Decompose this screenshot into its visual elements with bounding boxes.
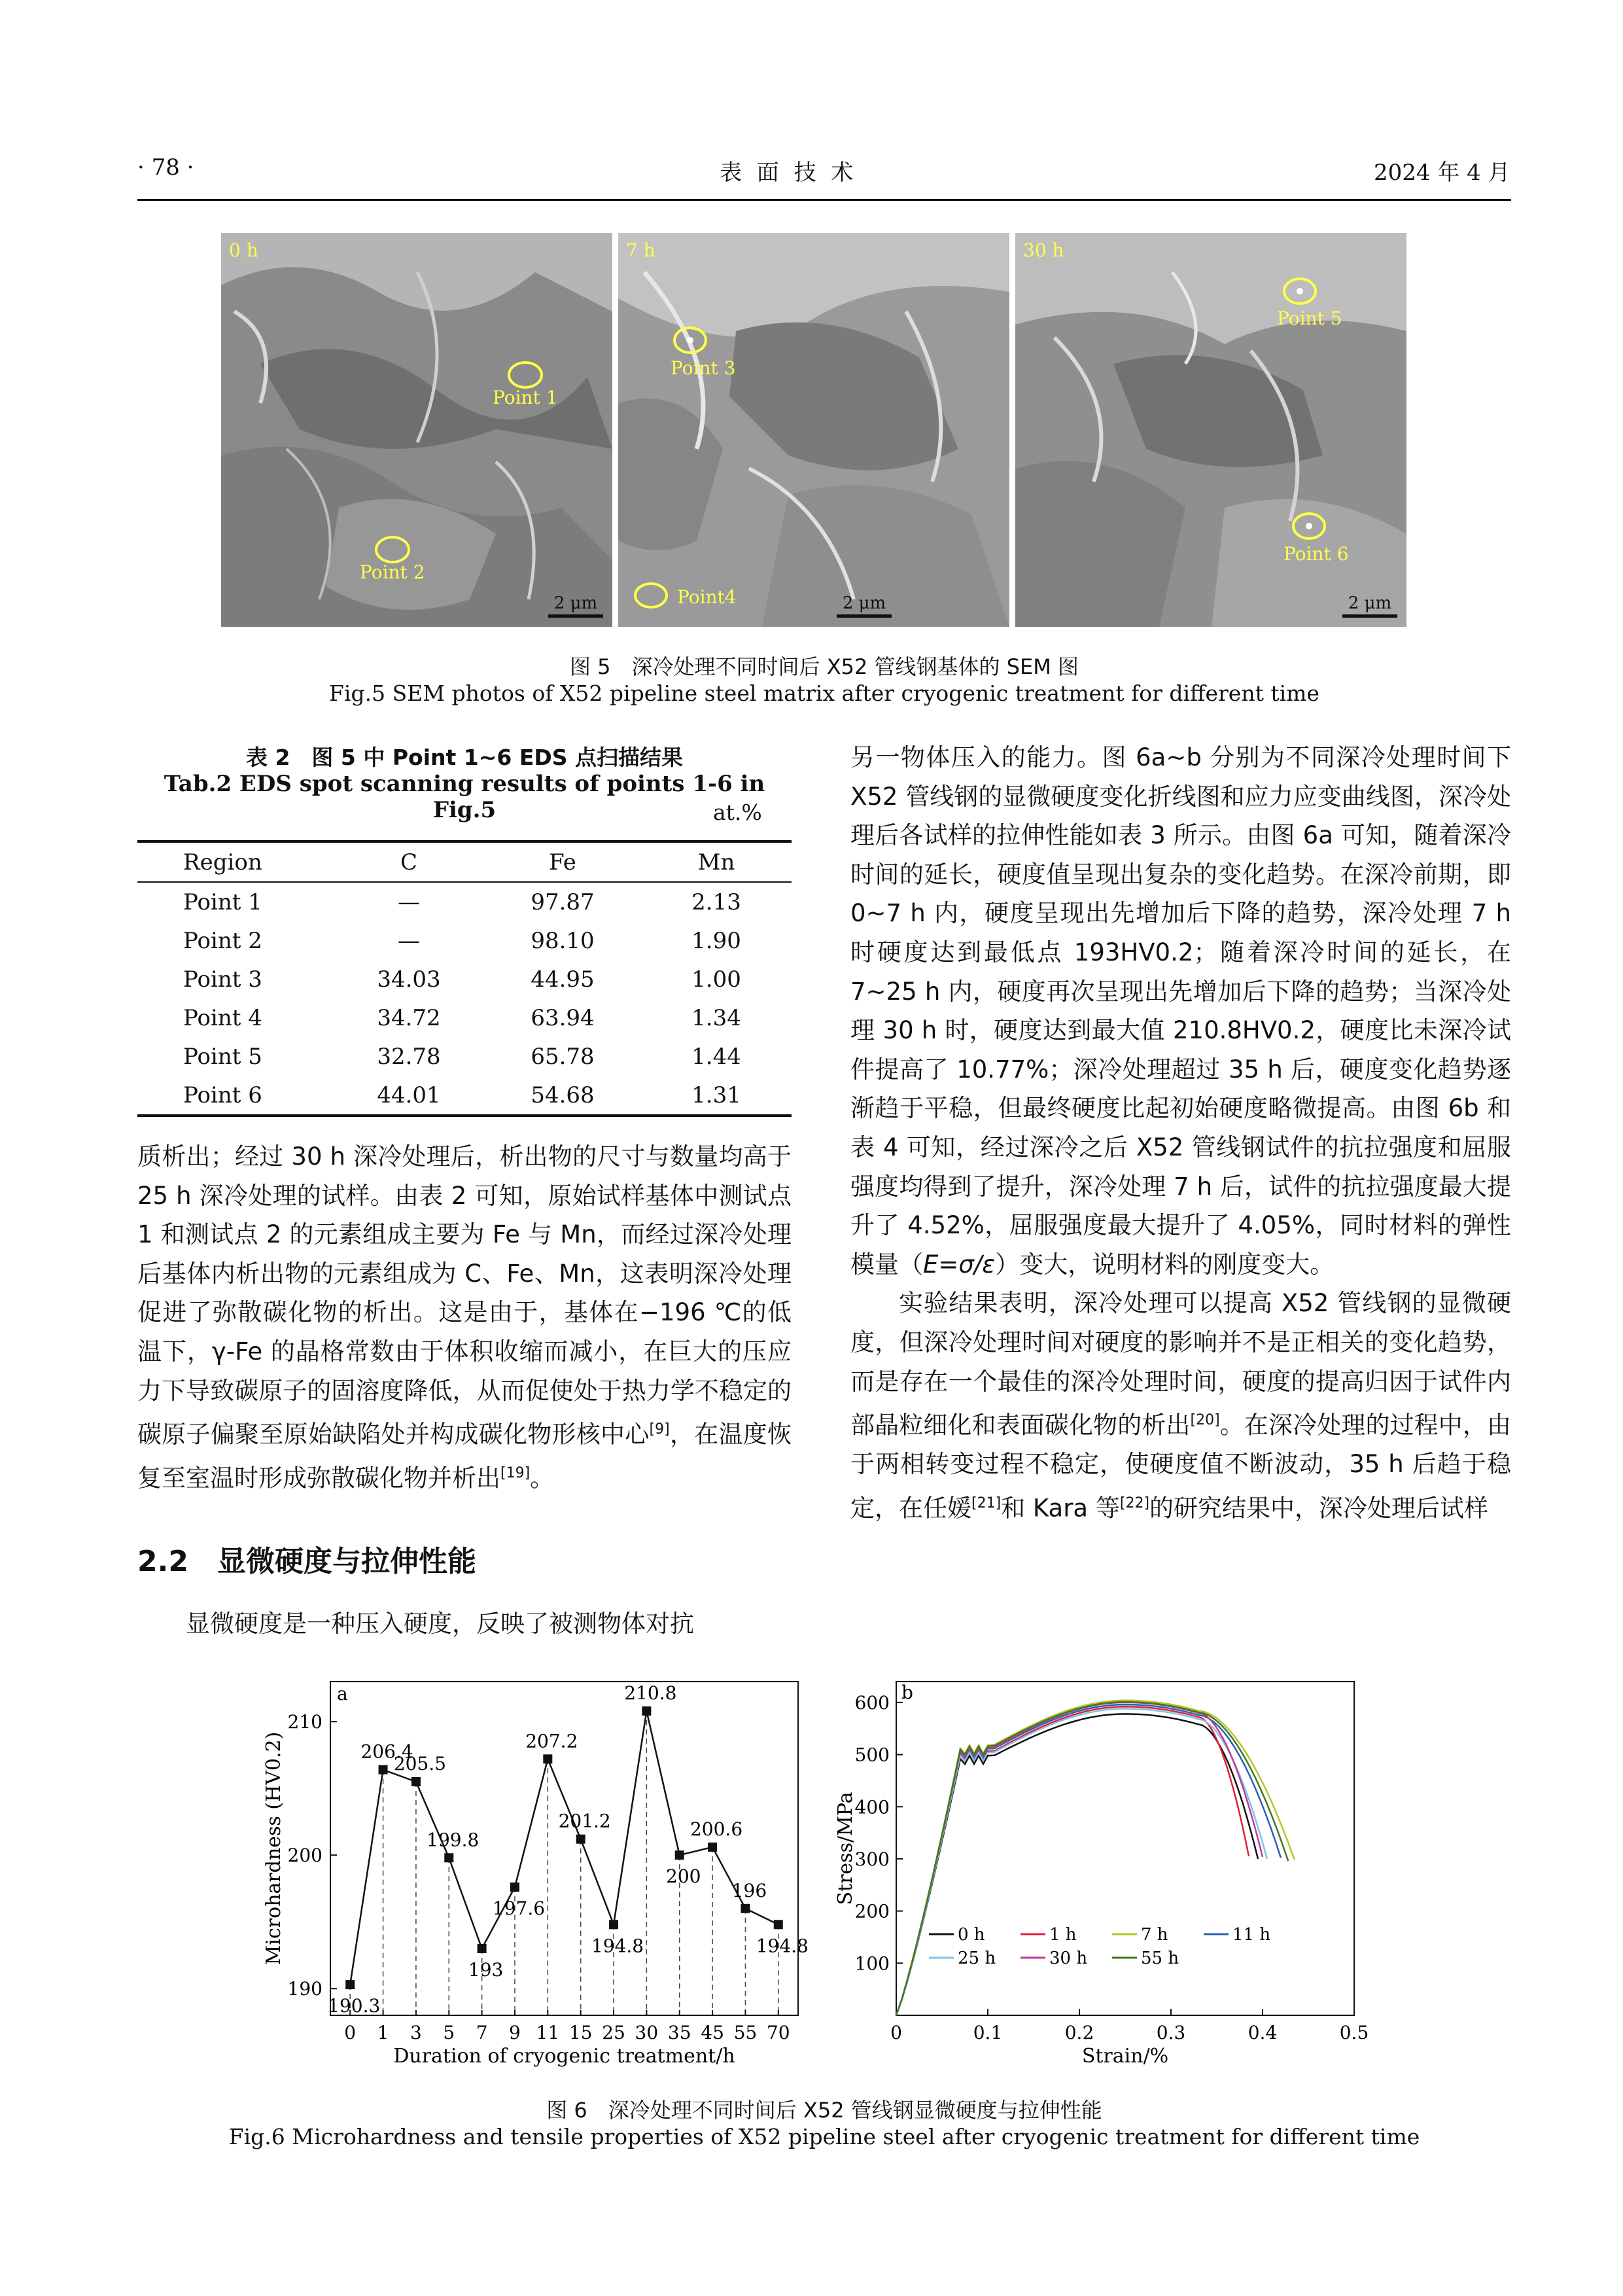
x-tick-label: 15 — [568, 2022, 593, 2043]
left-column-text — [137, 1137, 792, 1498]
legend-label: 11 h — [1232, 1925, 1271, 1945]
sem-texture — [1015, 233, 1406, 627]
data-label: 196 — [731, 1879, 767, 1901]
data-point — [444, 1853, 453, 1862]
scale-label: 2 μm — [553, 593, 598, 613]
table-cell: 1.34 — [691, 1004, 741, 1031]
scale-bar — [837, 593, 892, 618]
sem-texture — [618, 233, 1009, 627]
legend-label: 1 h — [1049, 1925, 1077, 1945]
citation[interactable]: [22] — [1119, 1494, 1150, 1511]
data-point — [543, 1754, 552, 1763]
y-tick-label: 500 — [854, 1744, 890, 1766]
table2-title-en: Tab.2 EDS spot scanning results of points 1-6 in Fig.5 — [164, 771, 765, 823]
table-row — [137, 960, 792, 998]
data-label: 201.2 — [558, 1810, 611, 1832]
table-cell: Point 4 — [183, 1004, 262, 1031]
y-tick-label: 200 — [854, 1900, 890, 1922]
figure5-caption-zh: 图 5 深冷处理不同时间后 X52 管线钢基体的 SEM 图 — [569, 654, 1079, 679]
sem-image-7h — [618, 233, 1009, 627]
sem-image-0h — [221, 233, 612, 627]
data-point — [576, 1835, 585, 1844]
table-cell: 1.44 — [691, 1043, 741, 1070]
x-tick-label: 0 — [890, 2022, 902, 2043]
data-label: 197.6 — [492, 1898, 546, 1920]
series-line — [896, 1714, 1258, 2015]
figure6-caption-zh: 图 6 深冷处理不同时间后 X52 管线钢显微硬度与拉伸性能 — [546, 2098, 1102, 2123]
data-point — [675, 1850, 684, 1860]
scale-bar — [548, 593, 603, 618]
page-number: · 78 · — [137, 154, 194, 181]
y-axis-label: Microhardness (HV0.2) — [262, 1731, 285, 1966]
sem-time-label: 0 h — [229, 239, 258, 261]
table-cell: 63.94 — [531, 1004, 595, 1031]
table-cell: Point 5 — [183, 1043, 262, 1070]
citation[interactable]: [21] — [971, 1494, 1002, 1511]
stress-strain-chart — [831, 1669, 1393, 2074]
table-row — [137, 1037, 792, 1076]
x-tick-label: 0.3 — [1156, 2022, 1186, 2043]
sem-point-label: Point4 — [677, 586, 737, 608]
table-cell: 65.78 — [531, 1043, 595, 1070]
table-cell: 98.10 — [531, 927, 595, 954]
y-tick-label: 300 — [854, 1848, 890, 1870]
y-tick-label: 200 — [287, 1845, 323, 1867]
sem-time-label: 30 h — [1023, 239, 1064, 261]
table-cell: 97.87 — [531, 889, 595, 915]
table-cell: 44.95 — [531, 966, 595, 993]
data-label: 207.2 — [525, 1730, 578, 1752]
data-label: 206.4 — [360, 1740, 413, 1763]
table-row — [137, 921, 792, 960]
scale-label: 2 μm — [842, 593, 886, 613]
scale-bar — [1342, 593, 1397, 618]
data-point — [478, 1944, 487, 1953]
x-tick-label: 9 — [509, 2022, 521, 2043]
y-tick-label: 190 — [287, 1978, 323, 2000]
y-tick-label: 600 — [854, 1691, 890, 1714]
data-point — [379, 1765, 388, 1775]
sem-point-label: Point 2 — [360, 561, 425, 583]
data-label: 205.5 — [393, 1753, 447, 1775]
legend-label: 25 h — [958, 1949, 996, 1968]
table-header: Mn — [641, 841, 792, 882]
data-label: 194.8 — [591, 1935, 644, 1957]
table-header: Region — [137, 841, 334, 882]
figure6-caption-en: Fig.6 Microhardness and tensile properties of X52 pipeline steel after cryogenic treatment for different time — [228, 2124, 1420, 2149]
sem-point-label: Point 6 — [1283, 543, 1349, 565]
x-tick-label: 0.2 — [1064, 2022, 1094, 2043]
table-cell: — — [398, 889, 420, 915]
issue-date: 2024 年 4 月 — [1374, 160, 1510, 186]
scale-label: 2 μm — [1348, 593, 1392, 613]
x-tick-label: 0 — [344, 2022, 357, 2043]
series-line — [896, 1706, 1249, 2015]
y-tick-label: 100 — [854, 1952, 890, 1975]
sem-image-30h — [1015, 233, 1406, 627]
data-label: 199.8 — [427, 1829, 480, 1851]
table-cell: 1.31 — [641, 1076, 792, 1116]
table-cell: 54.68 — [484, 1076, 641, 1116]
data-point — [510, 1882, 519, 1892]
data-label: 190.3 — [328, 1995, 381, 2017]
data-point — [774, 1920, 783, 1929]
x-tick-label: 0.4 — [1248, 2022, 1278, 2043]
table-cell: 34.72 — [377, 1004, 441, 1031]
data-label: 210.8 — [624, 1682, 677, 1704]
x-tick-label: 25 — [602, 2022, 625, 2043]
table-cell: 1.90 — [691, 927, 741, 954]
data-point — [741, 1904, 750, 1913]
data-label: 193 — [468, 1959, 504, 1981]
x-tick-label: 0.5 — [1339, 2022, 1369, 2043]
x-tick-label: 7 — [476, 2022, 488, 2043]
citation[interactable]: [19] — [500, 1465, 531, 1482]
figure5-caption-en: Fig.5 SEM photos of X52 pipeline steel matrix after cryogenic treatment for different time — [329, 680, 1319, 706]
table-cell: 32.78 — [377, 1043, 441, 1070]
x-tick-label: 0.1 — [973, 2022, 1003, 2043]
legend-label: 0 h — [958, 1925, 985, 1945]
table-row — [137, 1076, 792, 1116]
table-cell: 2.13 — [691, 889, 741, 915]
panel-label: b — [901, 1682, 913, 1703]
x-tick-label: 55 — [733, 2022, 758, 2043]
series-line — [896, 1708, 1267, 2015]
table-header: Fe — [484, 841, 641, 882]
sem-point-label: Point 3 — [671, 357, 736, 379]
table-cell: — — [398, 927, 420, 954]
y-tick-label: 210 — [287, 1711, 323, 1733]
x-axis-label: Strain/% — [1081, 2045, 1169, 2068]
x-tick-label: 1 — [377, 2022, 389, 2043]
legend-label: 30 h — [1049, 1949, 1088, 1968]
right-column-text — [850, 738, 1511, 1528]
journal-title: 表 面 技 术 — [720, 160, 858, 186]
series-line — [896, 1703, 1263, 2015]
x-axis-label: Duration of cryogenic treatment/h — [393, 2045, 735, 2068]
data-point — [345, 1980, 355, 1989]
table-cell: Point 3 — [183, 966, 262, 993]
table-header-row — [137, 841, 792, 882]
data-point — [642, 1706, 651, 1716]
panel-label: a — [337, 1683, 348, 1704]
paragraph: 质析出；经过 30 h 深冷处理后，析出物的尺寸与数量均高于 25 h 深冷处理的试样。由表 2 可知，原始试样基体中测试点 1 和测试点 2 的元素组成主要为 Fe 与 Mn，而经过深冷处理后基体内析出物的元素组成为 C、Fe、Mn，这表明深冷处理促进了弥散碳化物的析出。这是由于，基体在−196 ℃的低温下，γ-Fe 的晶格常数由于体积收缩而减小，在巨大的压应力下导致碳原子的固溶度降低，从而促使处于热力学不稳定的碳原子偏聚至原始缺陷处并构成碳化物形核中心[9]，在温度恢复至室温时形成弥散碳化物并析出[19]。 — [137, 1142, 792, 1492]
table-row — [137, 998, 792, 1037]
x-tick-label: 30 — [635, 2022, 659, 2043]
y-tick-label: 400 — [854, 1796, 890, 1818]
left-column-text-2 — [137, 1604, 792, 1644]
eds-table — [137, 840, 792, 1117]
sem-point-label: Point 5 — [1277, 308, 1342, 329]
table-cell: Point 1 — [183, 889, 262, 915]
x-tick-label: 3 — [410, 2022, 422, 2043]
data-label: 200.6 — [689, 1818, 743, 1840]
x-tick-label: 70 — [766, 2022, 790, 2043]
sem-point-label: Point 1 — [493, 387, 558, 408]
table2-title-zh: 表 2 图 5 中 Point 1~6 EDS 点扫描结果 — [245, 745, 684, 770]
table2-unit: at.% — [713, 800, 762, 825]
data-label: 200 — [666, 1865, 701, 1888]
citation[interactable]: [20] — [1190, 1412, 1220, 1429]
microhardness-chart — [249, 1669, 818, 2074]
data-point — [708, 1843, 717, 1852]
table-row — [137, 882, 792, 921]
series-line — [896, 1702, 1288, 2015]
table-cell: Point 2 — [183, 927, 262, 954]
paragraph: 另一物体压入的能力。图 6a~b 分别为不同深冷处理时间下 X52 管线钢的显微硬度变化折线图和应力应变曲线图，深冷处理后各试样的拉伸性能如表 3 所示。由图 6a 可知，随着深冷时间的延长，硬度值呈现出复杂的变化趋势。在深冷前期，即 0~7 h 内，硬度呈现出先增加后下降的趋势，深冷处理 7 h 时硬度达到最低点 193HV0.2；随着深冷时间的延长，在 7~25 h 内，硬度再次呈现出先增加后下降的趋势；当深冷处理 30 h 时，硬度达到最大值 210.8HV0.2，硬度比未深冷试件提高了 10.77%；深冷处理超过 35 h 后，硬度变化趋势逐渐趋于平稳，但最终硬度比起初始硬度略微提高。由图 6b 和表 4 可知，经过深冷之后 X52 管线钢试件的抗拉强度和屈服强度均得到了提升，深冷处理 7 h 后，试件的抗拉强度最大提升了 4.52%，屈服强度最大提升了 4.05%，同时材料的弹性模量（E=σ/ε）变大，说明材料的刚度变大。 — [850, 743, 1511, 1279]
table-cell: 34.03 — [377, 966, 441, 993]
x-tick-label: 11 — [536, 2022, 560, 2043]
legend-label: 7 h — [1141, 1925, 1168, 1945]
x-tick-label: 35 — [667, 2022, 691, 2043]
table-header: C — [334, 841, 484, 882]
x-tick-label: 45 — [701, 2022, 724, 2043]
data-label: 194.8 — [756, 1935, 809, 1957]
legend-label: 55 h — [1141, 1949, 1179, 1968]
header-rule — [137, 199, 1511, 201]
table-cell: Point 6 — [137, 1076, 334, 1116]
data-point — [609, 1920, 618, 1929]
y-axis-label: Stress/MPa — [834, 1792, 857, 1905]
table-cell: 1.00 — [691, 966, 741, 993]
data-point — [411, 1777, 421, 1786]
x-tick-label: 5 — [443, 2022, 455, 2043]
table-cell: 44.01 — [334, 1076, 484, 1116]
citation[interactable]: [9] — [649, 1421, 670, 1438]
paragraph: 显微硬度是一种压入硬度，反映了被测物体对抗 — [186, 1610, 694, 1638]
paragraph: 实验结果表明，深冷处理可以提高 X52 管线钢的显微硬度，但深冷处理时间对硬度的影响并不是正相关的变化趋势，而是存在一个最佳的深冷处理时间，硬度的提高归因于试件内部晶粒细化和表面碳化物的析出[20]。在深冷处理的过程中，由于两相转变过程不稳定，使硬度值不断波动，35 h 后趋于稳定，在任媛[21]和 Kara 等[22]的研究结果中，深冷处理后试样 — [850, 1289, 1512, 1522]
section-title: 2.2 显微硬度与拉伸性能 — [137, 1545, 476, 1578]
sem-time-label: 7 h — [626, 239, 655, 261]
